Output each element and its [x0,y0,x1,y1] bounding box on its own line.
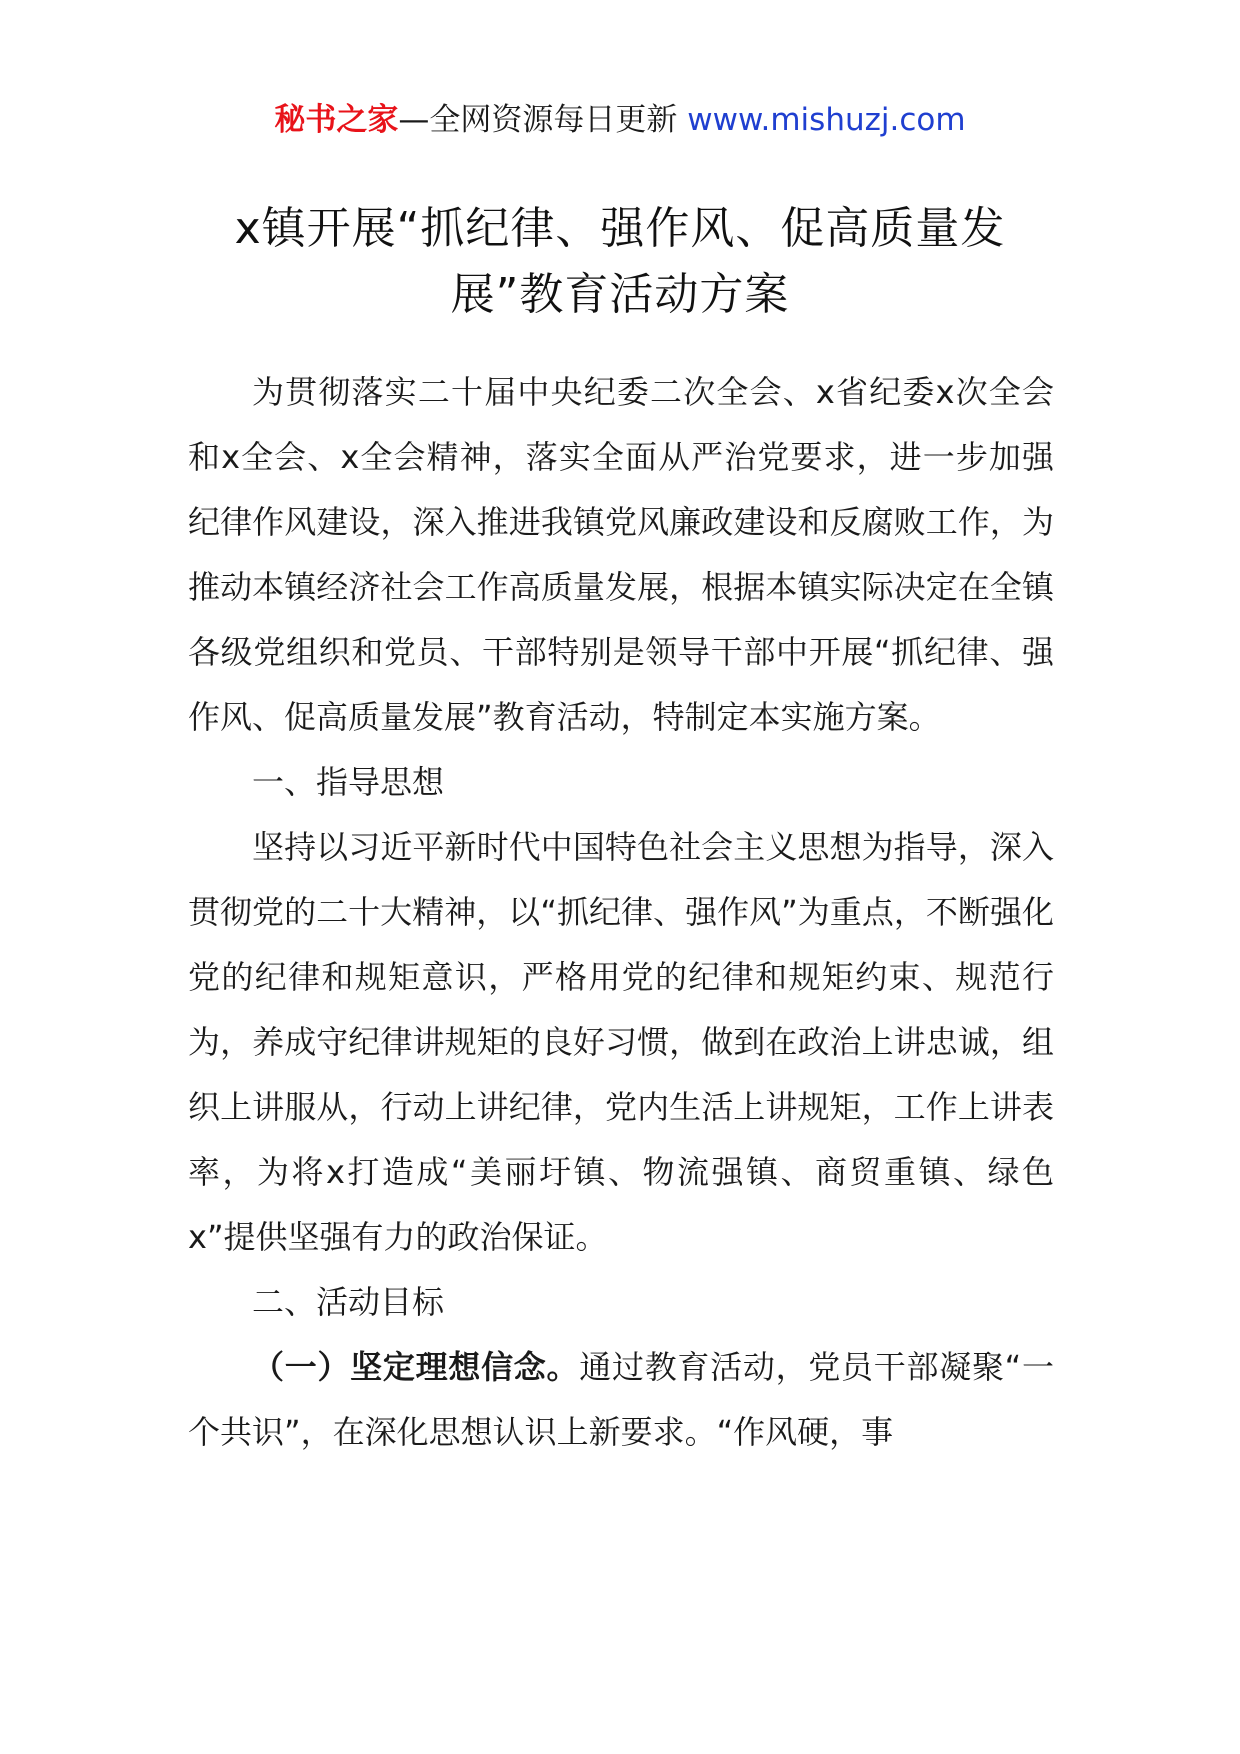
intro-paragraph: 为贯彻落实二十届中央纪委二次全会、x省纪委x次全会和x全会、x全会精神，落实全面从严治党要求，进一步加强纪律作风建设，深入推进我镇党风廉政建设和反腐败工作，为推动本镇经济社会工作高质量发展，根据本镇实际决定在全镇各级党组织和党员、干部特别是领导干部中开展“抓纪律、强作风、促高质量发展”教育活动，特制定本实施方案。 [188,373,1054,736]
section1-paragraph: 坚持以习近平新时代中国特色社会主义思想为指导，深入贯彻党的二十大精神，以“抓纪律、强作风”为重点，不断强化党的纪律和规矩意识，严格用党的纪律和规矩约束、规范行为，养成守纪律讲规矩的良好习惯，做到在政治上讲忠诚，组织上讲服从，行动上讲纪律，党内生活上讲规矩，工作上讲表率，为将x打造成“美丽圩镇、物流强镇、商贸重镇、绿色x”提供坚强有力的政治保证。 [188,828,1054,1256]
section2-item1-lead: （一）坚定理想信念。 [252,1348,580,1386]
banner-url[interactable]: www.mishuzj.com [687,102,966,138]
section2-item1-paragraph [188,1335,1054,1465]
section2-item1-text: 通过教育活动，党员干部凝聚“一个共识”，在深化思想认识上新要求。“作风硬，事 [188,1348,1054,1451]
document-body [188,360,1054,1465]
document-title: x镇开展“抓纪律、强作风、促高质量发展”教育活动方案 [234,203,1006,320]
section2-heading: 二、活动目标 [252,1283,445,1321]
banner-tagline: —全网资源每日更新 [398,102,688,138]
banner-brand: 秘书之家 [274,102,399,138]
site-banner [0,100,1240,140]
section1-heading: 一、指导思想 [252,763,445,801]
